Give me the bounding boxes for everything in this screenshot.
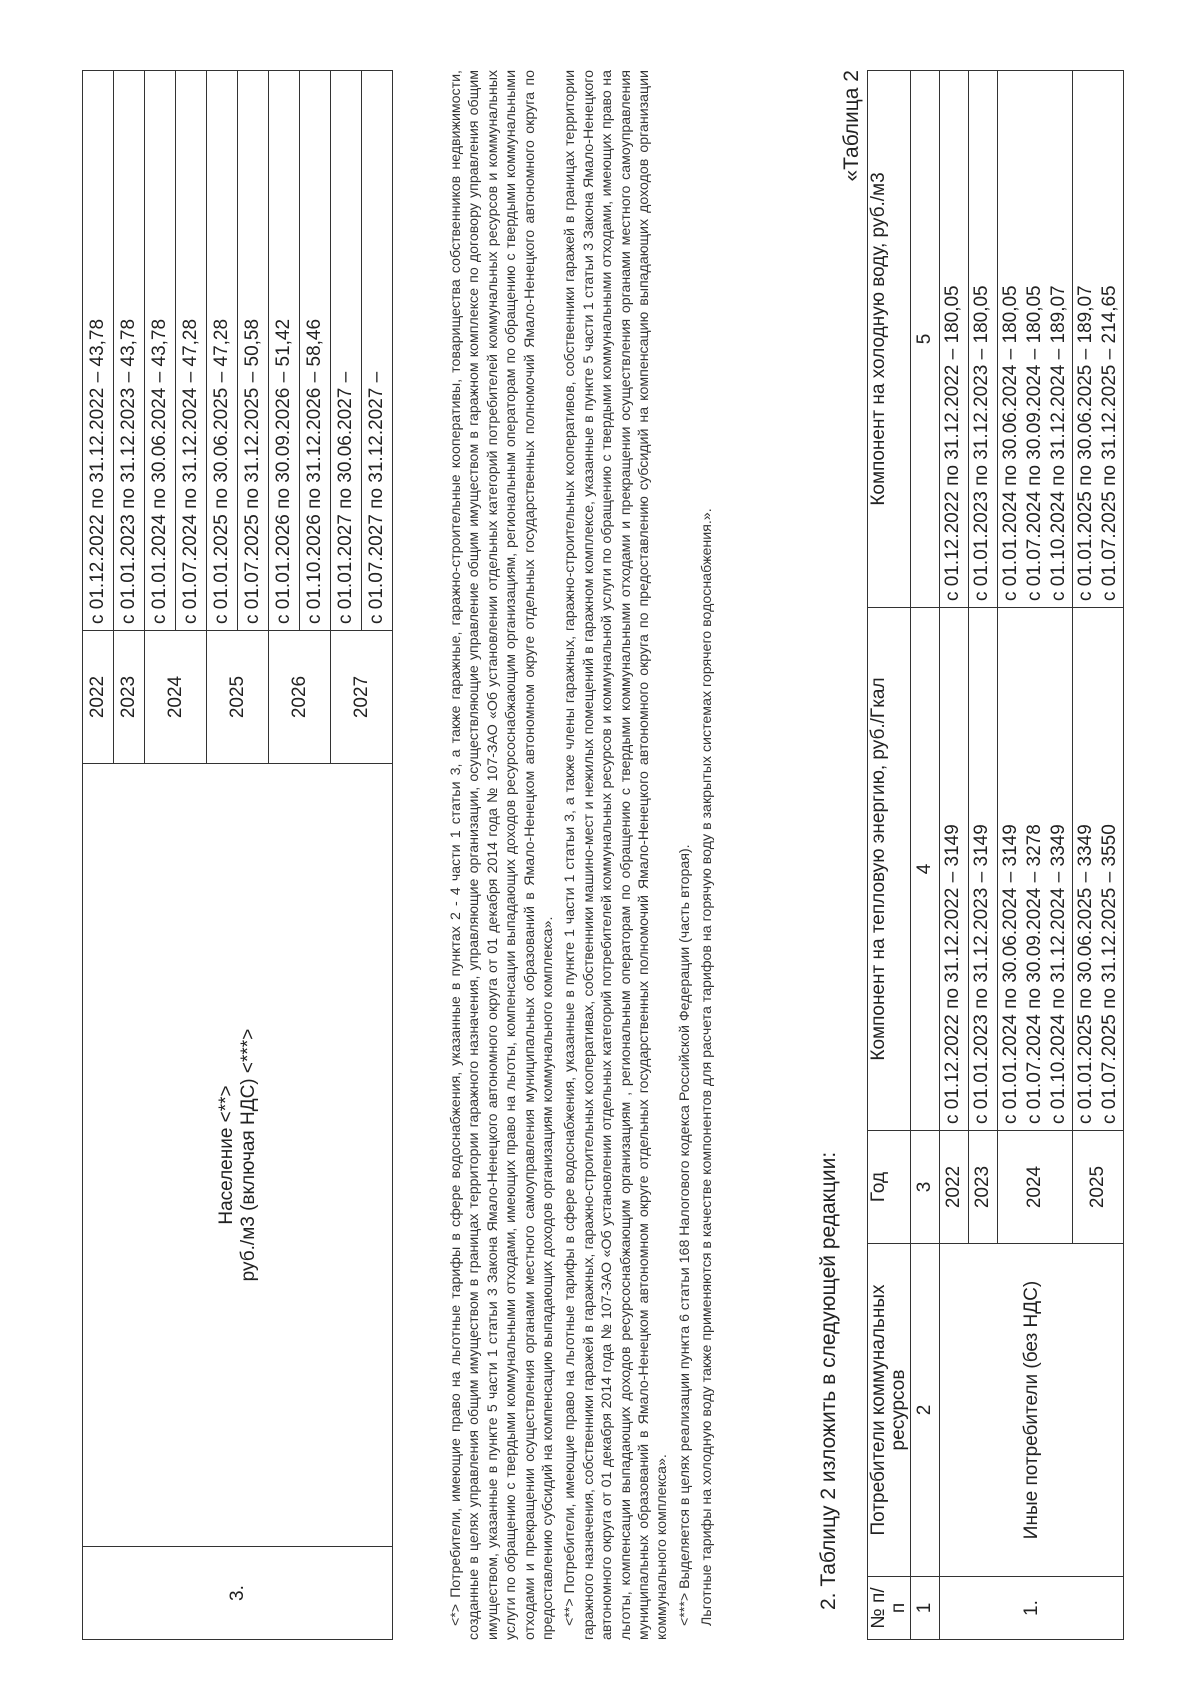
row-number: 1.	[940, 1577, 1124, 1640]
heat-cell	[1073, 608, 1124, 1131]
year-cell: 2024	[998, 1131, 1073, 1244]
header-heat: Компонент на тепловую энергию, руб./Гкал	[868, 608, 911, 1131]
footnotes	[447, 70, 721, 1640]
header-consumers: Потребители коммунальных ресурсов	[868, 1244, 911, 1577]
water-cell	[969, 71, 998, 608]
table-label: «Таблица 2	[840, 70, 863, 182]
footnote-4: Льготные тарифы на холодную воду также применяются в качестве компонентов для расчета тарифов на горячую воду в закрытых системах горячего водоснабжения.».	[699, 508, 716, 1626]
heat-cell	[940, 608, 969, 1131]
col-number: 5	[911, 71, 940, 608]
rotated-page	[82, 70, 1142, 1640]
water-period: с 01.12.2022 по 31.12.2022 – 180,05	[942, 285, 963, 601]
year-cell: 2022	[940, 1131, 969, 1244]
water-cell	[998, 71, 1073, 608]
tariff-table-population	[82, 70, 393, 1640]
col-number: 2	[911, 1244, 940, 1577]
section-heading: 2. Таблицу 2 изложить в следующей редакции:	[817, 1151, 840, 1610]
heat-cell	[998, 608, 1073, 1131]
heat-period: с 01.10.2024 по 31.12.2024 – 3349	[1048, 824, 1069, 1124]
heat-period: с 01.12.2022 по 31.12.2022 – 3149	[942, 824, 963, 1124]
consumer-label: Население <**>	[215, 1085, 237, 1225]
water-cell	[940, 71, 969, 608]
heat-period: с 01.07.2024 по 30.09.2024 – 3278	[1024, 824, 1045, 1124]
period-cell: с 01.07.2024 по 31.12.2024 – 47,28	[176, 71, 207, 631]
year-cell: 2022	[83, 631, 114, 764]
period-cell: с 01.07.2025 по 31.12.2025 – 50,58	[238, 71, 269, 631]
heat-period: с 01.07.2025 по 31.12.2025 – 3550	[1099, 824, 1120, 1124]
consumer-unit: руб./м3 (включая НДС) <***>	[237, 1028, 259, 1282]
consumer-category: Иные потребители (без НДС)	[940, 1244, 1124, 1577]
year-cell: 2025	[207, 631, 269, 764]
footnote-1: <*> Потребители, имеющие право на льготные тарифы в сфере водоснабжения, указанные в пунктах 2 - 4 части 1 статьи 3, а также гаражные, гаражно-строительные кооперативы, товарищества собственников недвижимости, созданные в целях управления общим имуществом в границах территории гаражного назначения, управляющие организации, осуществляющие управление общим имуществом в гаражном комплексе по договору управления общим имуществом, указанные в пункте 5 части 1 статьи 3 Закона Ямало-Ненецкого автономного округа от 01 декабря 2014 года № 107-ЗАО «Об установлении отдельных категорий потребителей коммунальных ресурсов и коммунальных услуги по обращению с твердыми коммунальными отходами, имеющих право на льготы, компенсации выпадающих доходов ресурсоснабжающим организациям, региональным операторам по обращению с твердыми коммунальными отходами и прекращении осуществления органами местного самоуправления муниципальных образований в Ямало-Ненецком автономном округе отдельных государственных полномочий Ямало-Ненецкого автономного округа по предоставлению субсидий на компенсацию выпадающих доходов организациям коммунального комплекса».	[448, 70, 557, 1640]
heat-period: с 01.01.2024 по 30.06.2024 – 3149	[1000, 824, 1021, 1124]
year-cell: 2027	[331, 631, 393, 764]
row-number: 3.	[83, 1547, 393, 1640]
period-cell: с 01.01.2027 по 30.06.2027 –	[331, 71, 362, 631]
footnote-2: <**> Потребители, имеющие право на льготные тарифы в сфере водоснабжения, указанные в пункте 1 части 1 статьи 3, а также члены гаражных, гаражно-строительных кооперативов, собственники гаражей в границах территории гаражного назначения, собственники гаражей в гаражных, гаражно-строительных кооперативах, собственники машино-мест и нежилых помещений в гаражном комплексе, указанные в пункте 5 части 1 статьи 3 Закона Ямало-Ненецкого автономного округа от 01 декабря 2014 года № 107-ЗАО «Об установлении отдельных категорий потребителей коммунальных ресурсов и коммунальной услуги по обращению с твердыми коммунальными отходами, имеющих право на льготы, компенсации выпадающих доходов ресурсоснабжающим организациям , региональным операторам по обращению с твердыми коммунальными отходами и прекращении осуществления органами местного самоуправления муниципальных образований в Ямало-Ненецком автономном округе отдельных государственных полномочий Ямало-Ненецкого автономного округа по предоставлению субсидий на компенсацию выпадающих доходов организации коммунального комплекса».	[562, 70, 671, 1640]
header-year: Год	[868, 1131, 911, 1244]
col-number: 3	[911, 1131, 940, 1244]
year-cell: 2023	[969, 1131, 998, 1244]
year-cell: 2023	[114, 631, 145, 764]
period-cell: с 01.01.2024 по 30.06.2024 – 43,78	[145, 71, 176, 631]
tariff-table-2	[867, 70, 1124, 1640]
water-period: с 01.07.2024 по 30.09.2024 – 180,05	[1024, 285, 1045, 601]
heat-period: с 01.01.2023 по 31.12.2023 – 3149	[971, 824, 992, 1124]
period-cell: с 01.07.2027 по 31.12.2027 –	[362, 71, 393, 631]
footnote-3: <***> Выделяется в целях реализации пункта 6 статьи 168 Налогового кодекса Российской Федерации (часть вторая).	[676, 844, 693, 1626]
water-period: с 01.10.2024 по 31.12.2024 – 189,07	[1048, 285, 1069, 601]
period-cell: с 01.01.2025 по 30.06.2025 – 47,28	[207, 71, 238, 631]
year-cell: 2026	[269, 631, 331, 764]
header-no: № п/п	[868, 1577, 911, 1640]
water-period: с 01.01.2025 по 30.06.2025 – 189,07	[1075, 285, 1096, 601]
period-cell: с 01.10.2026 по 31.12.2026 – 58,46	[300, 71, 331, 631]
water-period: с 01.01.2024 по 30.06.2024 – 180,05	[1000, 285, 1021, 601]
heat-cell	[969, 608, 998, 1131]
header-water: Компонент на холодную воду, руб./м3	[868, 71, 911, 608]
period-cell: с 01.01.2026 по 30.09.2026 – 51,42	[269, 71, 300, 631]
year-cell: 2024	[145, 631, 207, 764]
year-cell: 2025	[1073, 1131, 1124, 1244]
col-number: 1	[911, 1577, 940, 1640]
heat-period: с 01.01.2025 по 30.06.2025 – 3349	[1075, 824, 1096, 1124]
col-number: 4	[911, 608, 940, 1131]
water-cell	[1073, 71, 1124, 608]
period-cell: с 01.12.2022 по 31.12.2022 – 43,78	[83, 71, 114, 631]
water-period: с 01.07.2025 по 31.12.2025 – 214,65	[1099, 285, 1120, 601]
period-cell: с 01.01.2023 по 31.12.2023 – 43,78	[114, 71, 145, 631]
water-period: с 01.01.2023 по 31.12.2023 – 180,05	[971, 285, 992, 601]
consumer-category	[83, 764, 393, 1547]
